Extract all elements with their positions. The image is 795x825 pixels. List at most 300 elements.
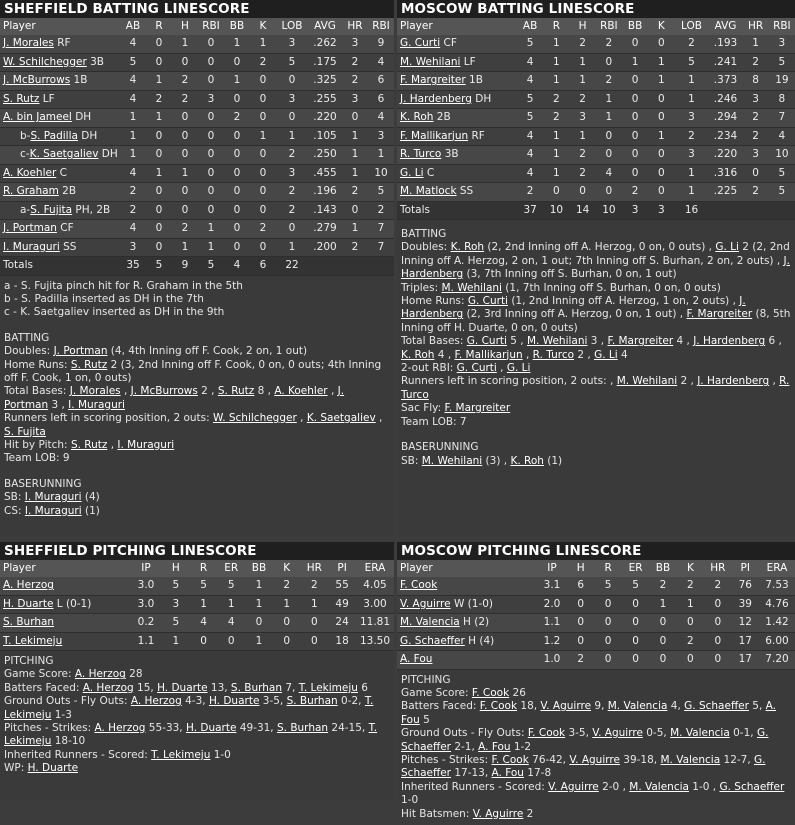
moscow-pitching-title: MOSCOW PITCHING LINESCORE bbox=[397, 542, 795, 560]
player-link[interactable]: G. Li bbox=[715, 241, 739, 254]
player-link[interactable]: H. Duarte bbox=[185, 722, 237, 735]
stat-cell: 5 bbox=[217, 577, 245, 595]
player-link[interactable]: K. Saetgaliev bbox=[306, 412, 376, 425]
player-link[interactable]: F. Cook bbox=[400, 579, 438, 592]
stat-cell: 1 bbox=[543, 72, 569, 91]
stat-cell: 5 bbox=[594, 577, 621, 595]
table-row bbox=[397, 183, 795, 202]
note-line bbox=[401, 375, 791, 402]
note-text: 6 , bbox=[765, 335, 782, 348]
stat-cell: 2 bbox=[596, 72, 622, 91]
player-link[interactable]: M. Valencia bbox=[629, 780, 689, 793]
stat-cell: 4.76 bbox=[759, 595, 795, 614]
player-link[interactable]: H. Duarte bbox=[157, 681, 208, 694]
column-header: BB bbox=[622, 18, 648, 35]
stat-cell: 6.00 bbox=[759, 632, 795, 651]
player-link[interactable]: G. Li bbox=[594, 348, 618, 361]
position: C bbox=[423, 166, 435, 179]
player-link[interactable]: V. Aguirre bbox=[569, 753, 620, 766]
stat-cell: 0 bbox=[648, 164, 674, 183]
player-link[interactable]: I. Muraguri bbox=[117, 438, 175, 451]
stat-cell: 1 bbox=[596, 90, 622, 109]
note-text: (1) bbox=[543, 454, 563, 467]
footnote: c - K. Saetgaliev inserted as DH in the 9th bbox=[4, 306, 225, 319]
player-link[interactable]: G. Curti bbox=[400, 37, 441, 50]
stat-cell: 2 bbox=[677, 632, 704, 651]
note-text: 13, bbox=[207, 681, 231, 694]
player-link[interactable]: M. Wehilani bbox=[526, 335, 588, 348]
player-link[interactable]: F. Cook bbox=[471, 686, 510, 699]
stat-cell: 0 bbox=[594, 614, 621, 633]
batting-header: BATTING bbox=[401, 228, 447, 240]
player-link[interactable]: G. Schaeffer bbox=[684, 700, 749, 713]
player-link[interactable]: J. Portman bbox=[3, 222, 57, 235]
player-link[interactable]: V. Aguirre bbox=[592, 727, 643, 740]
column-header: R bbox=[594, 560, 621, 577]
player-link[interactable]: J. Hardenberg bbox=[401, 254, 790, 281]
stat-cell: 18 bbox=[328, 632, 356, 651]
player-link[interactable]: R. Turco bbox=[401, 375, 790, 401]
player-link[interactable]: R. Graham bbox=[3, 185, 59, 198]
stat-cell: 5 bbox=[276, 53, 308, 72]
player-link[interactable]: G. Curti bbox=[466, 335, 507, 348]
player-link[interactable]: F. Cook bbox=[479, 700, 518, 713]
table-row bbox=[0, 632, 394, 651]
stat-cell: .105 bbox=[308, 127, 342, 146]
stat-cell: 2 bbox=[677, 577, 704, 595]
sheffield-pitching-title: SHEFFIELD PITCHING LINESCORE bbox=[0, 542, 394, 560]
stat-cell: 1 bbox=[120, 127, 146, 146]
stat-cell: .225 bbox=[709, 183, 743, 202]
player-link[interactable]: J. Portman bbox=[4, 385, 345, 411]
table-row bbox=[0, 72, 394, 91]
player-link[interactable]: I. Muraguri bbox=[24, 491, 82, 504]
player-link[interactable]: S. Fujita bbox=[30, 203, 73, 216]
player-link[interactable]: J. Hardenberg bbox=[401, 295, 746, 321]
stat-cell: 0 bbox=[172, 53, 198, 72]
table-row bbox=[397, 35, 795, 53]
stat-cell: 0 bbox=[622, 614, 649, 633]
player-link[interactable]: K. Roh bbox=[401, 348, 435, 361]
player-link[interactable]: T. Lekimeju bbox=[4, 722, 378, 748]
note-text: (4, 4th Inning off F. Cook, 2 on, 1 out) bbox=[107, 345, 308, 358]
player-link[interactable]: V. Aguirre bbox=[548, 780, 599, 793]
stat-cell: 1 bbox=[342, 164, 368, 183]
player-link[interactable]: A. Fou bbox=[491, 767, 524, 780]
stat-cell: 2 bbox=[368, 201, 394, 220]
player-cell bbox=[0, 183, 120, 202]
table-row bbox=[397, 53, 795, 72]
player-link[interactable]: T. Lekimeju bbox=[4, 695, 374, 721]
table-row bbox=[0, 238, 394, 257]
stat-cell: .279 bbox=[308, 220, 342, 239]
table-row bbox=[0, 53, 394, 72]
stat-cell: 5 bbox=[517, 109, 543, 128]
stat-cell: 0 bbox=[594, 595, 621, 614]
stat-cell: 2 bbox=[743, 183, 769, 202]
footnote: a - S. Fujita pinch hit for R. Graham in the 5th bbox=[4, 279, 243, 292]
player-cell bbox=[397, 90, 517, 109]
stat-cell: 17 bbox=[732, 632, 759, 651]
player-link[interactable]: F. Mallikarjun bbox=[454, 348, 523, 361]
player-link[interactable]: G. Schaeffer bbox=[400, 634, 465, 647]
stat-cell: 10 bbox=[368, 164, 394, 183]
column-header: AB bbox=[517, 18, 543, 35]
player-link[interactable]: H. Duarte bbox=[3, 597, 54, 610]
note-line bbox=[4, 491, 390, 504]
team-lob: Team LOB: 9 bbox=[4, 452, 70, 465]
stat-cell: .455 bbox=[308, 164, 342, 183]
stat-cell: 1 bbox=[172, 164, 198, 183]
player-link[interactable]: F. Margreiter bbox=[607, 335, 674, 348]
player-link[interactable]: S. Burhan bbox=[286, 695, 338, 708]
player-link[interactable]: W. Schilchegger bbox=[213, 412, 297, 425]
player-link[interactable]: J. Portman bbox=[53, 345, 108, 358]
player-link[interactable]: F. Cook bbox=[491, 753, 529, 766]
stat-cell: 0 bbox=[250, 146, 276, 165]
stat-cell: 2.0 bbox=[537, 595, 567, 614]
stat-cell: 1 bbox=[368, 146, 394, 165]
decision-note: H (2) bbox=[459, 616, 490, 629]
stat-cell: .262 bbox=[308, 35, 342, 53]
player-link[interactable]: A. Herzog bbox=[3, 579, 54, 592]
stat-cell: .294 bbox=[709, 109, 743, 128]
stat-cell: 0 bbox=[198, 201, 224, 220]
stat-cell: 0 bbox=[198, 53, 224, 72]
stat-cell: 5 bbox=[769, 183, 795, 202]
stat-cell: 4 bbox=[120, 35, 146, 53]
stat-cell: 3 bbox=[570, 109, 596, 128]
player-link[interactable]: V. Aguirre bbox=[472, 807, 524, 820]
stat-cell bbox=[769, 201, 795, 220]
player-link[interactable]: F. Mallikarjun bbox=[400, 129, 469, 142]
column-header: PI bbox=[732, 560, 759, 577]
stat-cell: 10 bbox=[543, 201, 569, 220]
note-line bbox=[401, 687, 791, 700]
note-text: 8 , bbox=[254, 385, 275, 398]
player-link[interactable]: S. Burhan bbox=[230, 681, 282, 694]
note-label: Game Score: bbox=[401, 686, 472, 699]
stat-cell: 1 bbox=[224, 35, 250, 53]
batting-header: BATTING bbox=[4, 331, 50, 344]
stat-cell bbox=[342, 257, 368, 276]
table-row bbox=[0, 109, 394, 128]
stat-cell: 2 bbox=[224, 109, 250, 128]
footnote: b - S. Padilla inserted as DH in the 7th bbox=[4, 292, 204, 305]
player-link[interactable]: S. Fujita bbox=[4, 425, 46, 438]
player-cell bbox=[397, 35, 517, 53]
player-link[interactable]: G. Li bbox=[506, 362, 531, 375]
stat-cell: .234 bbox=[709, 127, 743, 146]
totals-row bbox=[0, 257, 394, 276]
stat-cell: 0 bbox=[648, 90, 674, 109]
stat-cell: 2 bbox=[250, 220, 276, 239]
stat-cell: 14 bbox=[570, 201, 596, 220]
column-header: RBI bbox=[769, 18, 795, 35]
note-label: Hit Batsmen: bbox=[401, 807, 473, 820]
stat-cell: 0 bbox=[224, 146, 250, 165]
note-label: Runners left in scoring position, 2 outs: , bbox=[401, 375, 617, 388]
column-header: HR bbox=[743, 18, 769, 35]
player-link[interactable]: A. bin Jameel bbox=[3, 111, 72, 124]
player-link[interactable]: I. Muraguri bbox=[3, 240, 60, 253]
note-text: 49-31, bbox=[236, 722, 277, 735]
note-text: (2, 3rd Inning off A. Herzog, 0 on, 1 out) , bbox=[463, 308, 687, 321]
player-link[interactable]: A. Herzog bbox=[130, 695, 182, 708]
player-link[interactable]: J. McBurrows bbox=[130, 385, 198, 398]
player-link[interactable]: J. Hardenberg bbox=[693, 335, 766, 348]
stat-cell: 0 bbox=[276, 72, 308, 91]
note-label: Pitches - Strikes: bbox=[4, 722, 95, 735]
stat-cell: 2 bbox=[276, 146, 308, 165]
stat-cell: .220 bbox=[709, 146, 743, 165]
stat-cell: 0 bbox=[224, 183, 250, 202]
player-link[interactable]: I. Muraguri bbox=[68, 398, 125, 411]
stat-cell: 1.1 bbox=[537, 614, 567, 633]
stat-cell: 19 bbox=[769, 72, 795, 91]
column-header: K bbox=[677, 560, 704, 577]
player-link[interactable]: K. Roh bbox=[450, 241, 485, 254]
stat-cell: 9 bbox=[172, 257, 198, 276]
sheffield-batting-table bbox=[0, 18, 394, 276]
player-link[interactable]: M. Wehilani bbox=[421, 454, 483, 467]
stat-cell: 1 bbox=[543, 146, 569, 165]
player-link[interactable]: J. McBurrows bbox=[3, 74, 71, 87]
player-link[interactable]: W. Schilchegger bbox=[3, 55, 87, 68]
column-header: BB bbox=[245, 560, 273, 577]
player-link[interactable]: M. Wehilani bbox=[441, 281, 502, 294]
stat-cell: 37 bbox=[517, 201, 543, 220]
stat-cell: 1 bbox=[250, 127, 276, 146]
baserunning-header: BASERUNNING bbox=[401, 441, 479, 454]
note-line bbox=[4, 505, 390, 518]
stat-cell: 1 bbox=[570, 53, 596, 72]
stat-cell: 0 bbox=[622, 127, 648, 146]
player-link[interactable]: F. Margreiter bbox=[686, 308, 753, 321]
player-link[interactable]: T. Lekimeju bbox=[151, 748, 211, 761]
note-label: Sac Fly: bbox=[401, 402, 445, 415]
stat-cell: 1 bbox=[342, 146, 368, 165]
stat-cell: 1 bbox=[675, 90, 709, 109]
player-link[interactable]: V. Aguirre bbox=[540, 700, 592, 713]
player-link[interactable]: M. Valencia bbox=[607, 700, 668, 713]
stat-cell: 1 bbox=[276, 238, 308, 257]
column-header: IP bbox=[537, 560, 567, 577]
player-link[interactable]: G. Curti bbox=[467, 295, 508, 308]
note-text: , bbox=[522, 348, 533, 361]
player-link[interactable]: R. Turco bbox=[400, 148, 442, 161]
stat-cell: 0 bbox=[276, 220, 308, 239]
player-link[interactable]: G. Schaeffer bbox=[401, 753, 766, 780]
stat-cell: 0 bbox=[250, 201, 276, 220]
player-link[interactable]: G. Schaeffer bbox=[401, 727, 769, 753]
note-text: 3-5, bbox=[565, 727, 593, 740]
stat-cell: 0 bbox=[172, 146, 198, 165]
stat-cell bbox=[308, 257, 342, 276]
stat-cell: 4 bbox=[596, 164, 622, 183]
player-link[interactable]: R. Turco bbox=[532, 348, 575, 361]
player-link[interactable]: T. Lekimeju bbox=[3, 634, 63, 647]
stat-cell: 0 bbox=[198, 72, 224, 91]
stat-cell: 0 bbox=[146, 146, 172, 165]
stat-cell: 0 bbox=[198, 183, 224, 202]
player-link[interactable]: M. Valencia bbox=[400, 616, 460, 629]
player-link[interactable]: F. Margreiter bbox=[400, 74, 466, 87]
player-link[interactable]: S. Padilla bbox=[30, 129, 78, 142]
column-header: H bbox=[162, 560, 190, 577]
stat-cell: 7 bbox=[368, 220, 394, 239]
stat-cell: 3 bbox=[276, 164, 308, 183]
player-link[interactable]: H. Duarte bbox=[208, 695, 260, 708]
note-line bbox=[401, 402, 791, 415]
player-link[interactable]: J. Morales bbox=[69, 385, 121, 398]
note-text: 3 , bbox=[48, 398, 69, 411]
stat-cell: 3 bbox=[198, 90, 224, 109]
player-link[interactable]: A. Herzog bbox=[94, 722, 146, 735]
player-cell bbox=[0, 238, 120, 257]
sheffield-pitching-notes bbox=[0, 651, 394, 780]
stat-cell: 7 bbox=[368, 238, 394, 257]
stat-cell: 1 bbox=[224, 72, 250, 91]
player-link[interactable]: M. Valencia bbox=[660, 753, 721, 766]
stat-cell: 0 bbox=[250, 72, 276, 91]
stat-cell: 0 bbox=[224, 127, 250, 146]
player-link[interactable]: F. Margreiter bbox=[444, 402, 511, 415]
stat-cell: 5 bbox=[146, 257, 172, 276]
position: 3B bbox=[86, 55, 105, 68]
stat-cell: .373 bbox=[709, 72, 743, 91]
stat-cell: 3 bbox=[162, 595, 190, 614]
column-header: RBI bbox=[368, 18, 394, 35]
player-cell bbox=[0, 146, 120, 165]
stat-cell: 3 bbox=[368, 127, 394, 146]
note-text: 5 , bbox=[506, 335, 527, 348]
stat-cell: 1.42 bbox=[759, 614, 795, 633]
player-link[interactable]: J. Hardenberg bbox=[697, 375, 770, 388]
stat-cell: 0 bbox=[704, 632, 731, 651]
stat-cell: 0 bbox=[649, 632, 676, 651]
player-link[interactable]: M. Wehilani bbox=[616, 375, 678, 388]
note-text: , bbox=[769, 375, 780, 388]
player-link[interactable]: V. Aguirre bbox=[400, 597, 451, 610]
stat-cell: 2 bbox=[146, 90, 172, 109]
note-text: (2, 2nd Inning off A. Herzog, 0 on, 0 outs) , bbox=[484, 241, 716, 254]
player-link[interactable]: G. Schaeffer bbox=[719, 780, 785, 793]
note-text: 26 bbox=[509, 686, 526, 699]
note-text: , bbox=[496, 362, 507, 375]
stat-cell: 1 bbox=[250, 35, 276, 53]
stat-cell: 0 bbox=[198, 164, 224, 183]
stat-cell: 5 bbox=[769, 53, 795, 72]
stat-cell: 5 bbox=[162, 614, 190, 633]
stat-cell: 0 bbox=[172, 127, 198, 146]
position: 1B bbox=[70, 74, 88, 87]
player-cell bbox=[0, 127, 120, 146]
stat-cell: 0 bbox=[224, 238, 250, 257]
stat-cell: 0 bbox=[677, 651, 704, 670]
player-link[interactable]: S. Rutz bbox=[70, 358, 108, 371]
stat-cell: 1 bbox=[245, 577, 273, 595]
player-link[interactable]: I. Muraguri bbox=[24, 504, 82, 517]
table-row bbox=[397, 577, 795, 595]
player-cell bbox=[0, 577, 130, 595]
position: 1B bbox=[465, 74, 483, 87]
stat-cell: 3.1 bbox=[537, 577, 567, 595]
stat-cell: 5 bbox=[162, 577, 190, 595]
table-row bbox=[397, 651, 795, 670]
player-link[interactable]: S. Burhan bbox=[3, 616, 55, 629]
player-link[interactable]: S. Burhan bbox=[276, 722, 329, 735]
player-link[interactable]: A. Fou bbox=[400, 653, 433, 666]
player-link[interactable]: G. Li bbox=[400, 166, 424, 179]
table-row bbox=[0, 201, 394, 220]
player-link[interactable]: A. Koehler bbox=[274, 385, 328, 398]
stat-cell: 2 bbox=[301, 577, 329, 595]
stat-cell: 0 bbox=[273, 632, 301, 651]
player-link[interactable]: M. Matlock bbox=[400, 185, 457, 198]
stat-cell: 1 bbox=[172, 35, 198, 53]
player-cell bbox=[0, 220, 120, 239]
player-link[interactable]: K. Roh bbox=[400, 111, 434, 124]
player-link[interactable]: K. Saetgaliev bbox=[29, 148, 99, 161]
sheffield-pitching-table bbox=[0, 560, 394, 651]
stat-cell: 1 bbox=[649, 595, 676, 614]
player-link[interactable]: G. Curti bbox=[456, 362, 497, 375]
stat-cell: 4 bbox=[217, 614, 245, 633]
moscow-pitching-notes bbox=[397, 670, 795, 825]
player-link[interactable]: A. Koehler bbox=[3, 166, 57, 179]
stat-cell: 35 bbox=[120, 257, 146, 276]
player-link[interactable]: M. Valencia bbox=[670, 727, 730, 740]
player-link[interactable]: J. Hardenberg bbox=[400, 92, 472, 105]
stat-cell: 1 bbox=[276, 127, 308, 146]
stat-cell: 39 bbox=[732, 595, 759, 614]
moscow-batting-title: MOSCOW BATTING LINESCORE bbox=[397, 0, 795, 18]
player-link[interactable]: A. Herzog bbox=[82, 681, 134, 694]
column-header: ERA bbox=[356, 560, 394, 577]
player-link[interactable]: J. Morales bbox=[3, 37, 54, 50]
stat-cell: 0 bbox=[146, 53, 172, 72]
team-lob: Team LOB: 7 bbox=[401, 415, 467, 428]
player-link[interactable]: A. Herzog bbox=[74, 668, 126, 681]
stat-cell: 6 bbox=[368, 72, 394, 91]
stat-cell: 2 bbox=[276, 201, 308, 220]
player-link[interactable]: F. Cook bbox=[527, 727, 566, 740]
player-link[interactable]: K. Roh bbox=[510, 454, 544, 467]
stat-cell: 4 bbox=[224, 257, 250, 276]
stat-cell: 4 bbox=[120, 72, 146, 91]
note-line bbox=[401, 781, 791, 808]
player-link[interactable]: H. Duarte bbox=[27, 762, 79, 775]
player-cell bbox=[0, 201, 120, 220]
player-link[interactable]: S. Rutz bbox=[70, 438, 108, 451]
table-row bbox=[0, 35, 394, 53]
player-link[interactable]: A. Fou bbox=[401, 700, 776, 726]
player-link[interactable]: T. Lekimeju bbox=[298, 681, 358, 694]
player-link[interactable]: M. Wehilani bbox=[400, 55, 461, 68]
stat-cell: 1 bbox=[675, 183, 709, 202]
note-text: (1, 7th Inning off S. Burhan, 0 on, 0 outs) bbox=[501, 281, 721, 294]
column-header: R bbox=[146, 18, 172, 35]
stat-cell: 0 bbox=[596, 53, 622, 72]
player-link[interactable]: S. Rutz bbox=[217, 385, 255, 398]
stat-cell: 0 bbox=[224, 220, 250, 239]
stat-cell: 2 bbox=[649, 577, 676, 595]
stat-cell: 5 bbox=[622, 577, 649, 595]
stat-cell: 0 bbox=[190, 632, 218, 651]
player-link[interactable]: A. Fou bbox=[478, 740, 511, 753]
player-link[interactable]: S. Rutz bbox=[3, 92, 40, 105]
